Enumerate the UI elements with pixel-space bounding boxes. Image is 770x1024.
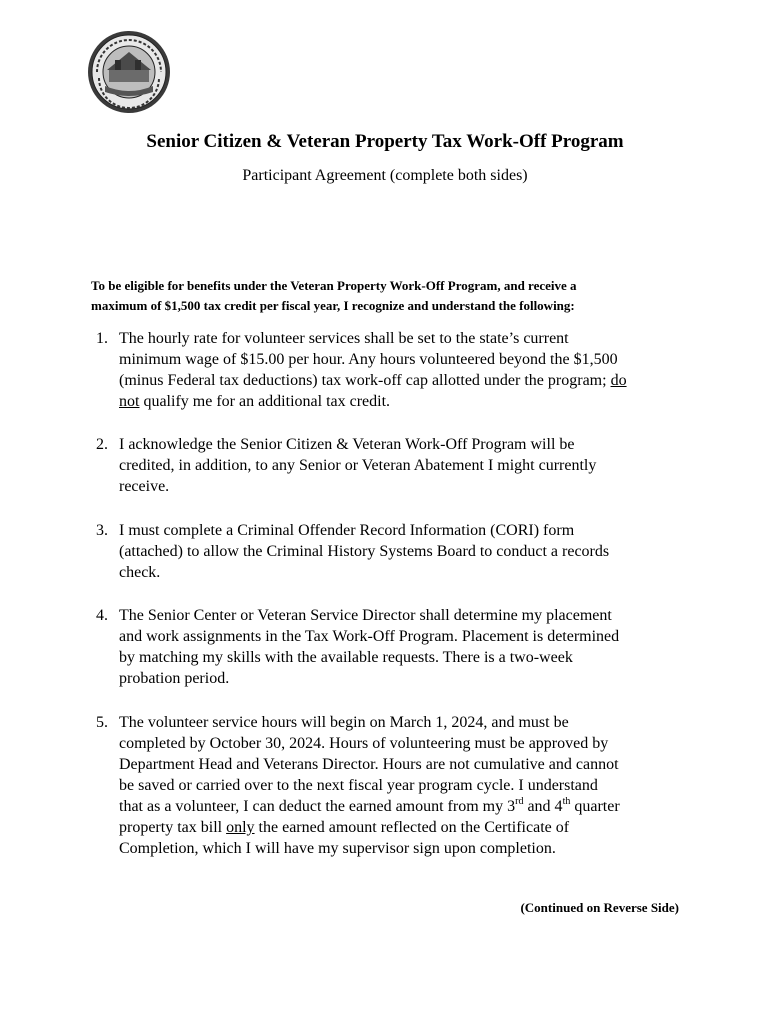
superscript: rd (515, 795, 524, 807)
item-line: I must complete a Criminal Offender Record Information (CORI) form (119, 522, 575, 539)
underlined-text: do (610, 372, 627, 389)
superscript: th (562, 795, 571, 807)
item-line: Department Head and Veterans Director. Hours are not cumulative and cannot (119, 756, 619, 773)
item-number: 1. (96, 330, 108, 347)
intro-line: To be eligible for benefits under the Veteran Property Work-Off Program, and receive a (91, 278, 577, 293)
item-number: 3. (96, 522, 108, 539)
item-line: Completion, which I will have my supervisor sign upon completion. (119, 840, 556, 857)
item-line: probation period. (119, 670, 230, 687)
underlined-text: only (226, 819, 255, 836)
item-number: 4. (96, 607, 108, 624)
item-number: 5. (96, 714, 108, 731)
continued-note: (Continued on Reverse Side) (520, 900, 679, 915)
item-line: The Senior Center or Veteran Service Director shall determine my placement (119, 607, 612, 624)
eligibility-intro (91, 276, 691, 316)
item-line: I acknowledge the Senior Citizen & Veteran Work-Off Program will be (119, 436, 575, 453)
item-line: check. (119, 564, 161, 581)
intro-line: maximum of $1,500 tax credit per fiscal year, I recognize and understand the following: (91, 298, 575, 313)
item-line: completed by October 30, 2024. Hours of volunteering must be approved by (119, 735, 609, 752)
item-line: minimum wage of $15.00 per hour. Any hours volunteered beyond the $1,500 (119, 351, 618, 368)
item-line: be saved or carried over to the next fiscal year program cycle. I understand (119, 777, 598, 794)
document-subtitle: Participant Agreement (complete both sides) (242, 167, 528, 184)
item-line: property tax bill only the earned amount reflected on the Certificate of (119, 819, 570, 836)
item-line: (minus Federal tax deductions) tax work-off cap allotted under the program; do (119, 372, 627, 389)
item-number: 2. (96, 436, 108, 453)
underlined-text: not (119, 393, 140, 410)
item-line: The volunteer service hours will begin on March 1, 2024, and must be (119, 714, 569, 731)
item-line: not qualify me for an additional tax credit. (119, 393, 391, 410)
town-seal-logo (87, 30, 171, 114)
item-line: credited, in addition, to any Senior or Veteran Abatement I might currently (119, 457, 597, 474)
item-line: and work assignments in the Tax Work-Off Program. Placement is determined (119, 628, 620, 645)
item-line: receive. (119, 478, 170, 495)
document-title: Senior Citizen & Veteran Property Tax Work-Off Program (146, 131, 624, 152)
item-line: that as a volunteer, I can deduct the earned amount from my 3rd and 4th quarter (119, 795, 620, 815)
item-line: The hourly rate for volunteer services shall be set to the state’s current (119, 330, 569, 347)
item-line: by matching my skills with the available requests. There is a two-week (119, 649, 573, 666)
item-line: (attached) to allow the Criminal History Systems Board to conduct a records (119, 543, 610, 560)
